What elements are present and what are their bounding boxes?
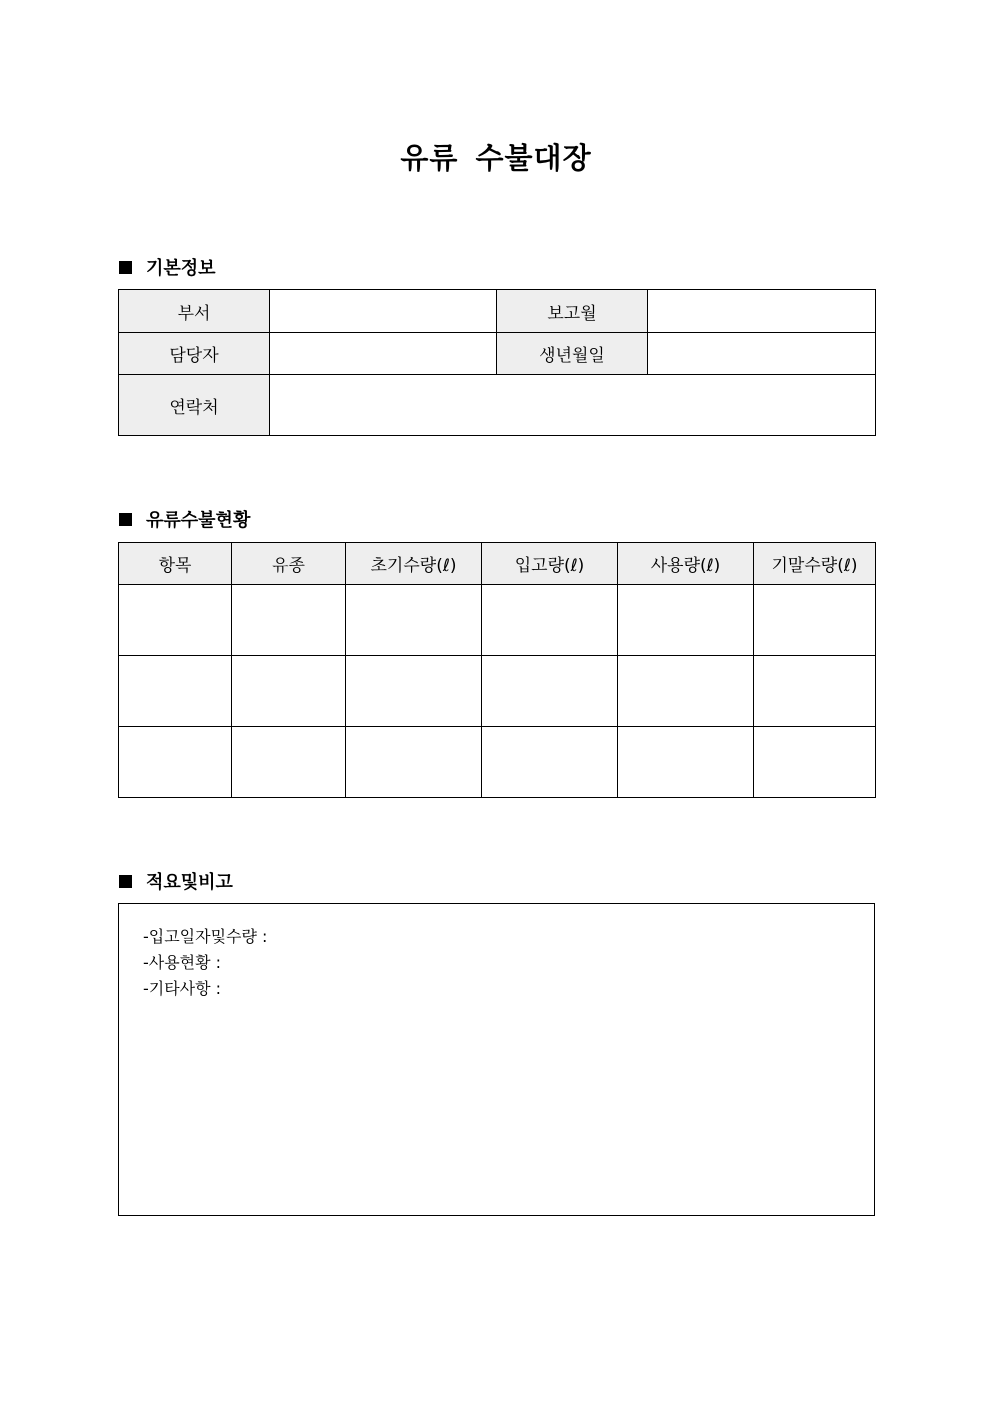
column-header-ending-quantity: 기말수량(ℓ): [754, 543, 876, 585]
table-cell[interactable]: [754, 727, 876, 798]
remarks-box[interactable]: [118, 903, 875, 1216]
table-row: [119, 585, 876, 656]
contact-field[interactable]: [270, 375, 876, 436]
table-cell[interactable]: [482, 656, 618, 727]
square-bullet-icon: [119, 261, 132, 274]
square-bullet-icon: [119, 513, 132, 526]
basic-info-table: [118, 289, 876, 436]
table-cell[interactable]: [482, 585, 618, 656]
basic-info-heading: [119, 254, 216, 280]
birthdate-label: 생년월일: [497, 333, 648, 375]
fuel-status-table: [118, 542, 876, 798]
table-cell[interactable]: [754, 585, 876, 656]
table-cell[interactable]: [232, 727, 346, 798]
column-header-used-quantity: 사용량(ℓ): [618, 543, 754, 585]
table-cell[interactable]: [346, 656, 482, 727]
table-cell[interactable]: [618, 656, 754, 727]
column-header-fuel-type: 유종: [232, 543, 346, 585]
report-month-field[interactable]: [648, 290, 876, 333]
remarks-line-other: -기타사항 :: [143, 979, 222, 998]
table-cell[interactable]: [232, 656, 346, 727]
table-cell[interactable]: [346, 585, 482, 656]
birthdate-field[interactable]: [648, 333, 876, 375]
table-row: [119, 727, 876, 798]
table-header-row: [119, 543, 876, 585]
table-cell[interactable]: [232, 585, 346, 656]
fuel-status-heading-label: 유류수불현황: [146, 510, 251, 531]
table-cell[interactable]: [119, 585, 232, 656]
contact-label: 연락처: [119, 375, 270, 436]
basic-info-heading-label: 기본정보: [146, 258, 216, 279]
table-cell[interactable]: [346, 727, 482, 798]
column-header-received-quantity: 입고량(ℓ): [482, 543, 618, 585]
table-row: [119, 656, 876, 727]
table-cell[interactable]: [754, 656, 876, 727]
square-bullet-icon: [119, 875, 132, 888]
remarks-heading-label: 적요및비고: [146, 872, 233, 893]
remarks-lines: [143, 924, 267, 1002]
table-cell[interactable]: [618, 727, 754, 798]
department-label: 부서: [119, 290, 270, 333]
table-cell[interactable]: [618, 585, 754, 656]
manager-field[interactable]: [270, 333, 497, 375]
remarks-line-receipt: -입고일자및수량 :: [143, 927, 268, 946]
column-header-initial-quantity: 초기수량(ℓ): [346, 543, 482, 585]
column-header-item: 항목: [119, 543, 232, 585]
remarks-heading: [119, 868, 233, 894]
table-cell[interactable]: [119, 656, 232, 727]
manager-label: 담당자: [119, 333, 270, 375]
report-month-label: 보고월: [497, 290, 648, 333]
page-title: 유류 수불대장: [400, 141, 592, 175]
fuel-status-heading: [119, 506, 250, 532]
department-field[interactable]: [270, 290, 497, 333]
remarks-line-usage: -사용현황 :: [143, 953, 222, 972]
table-cell[interactable]: [119, 727, 232, 798]
table-cell[interactable]: [482, 727, 618, 798]
